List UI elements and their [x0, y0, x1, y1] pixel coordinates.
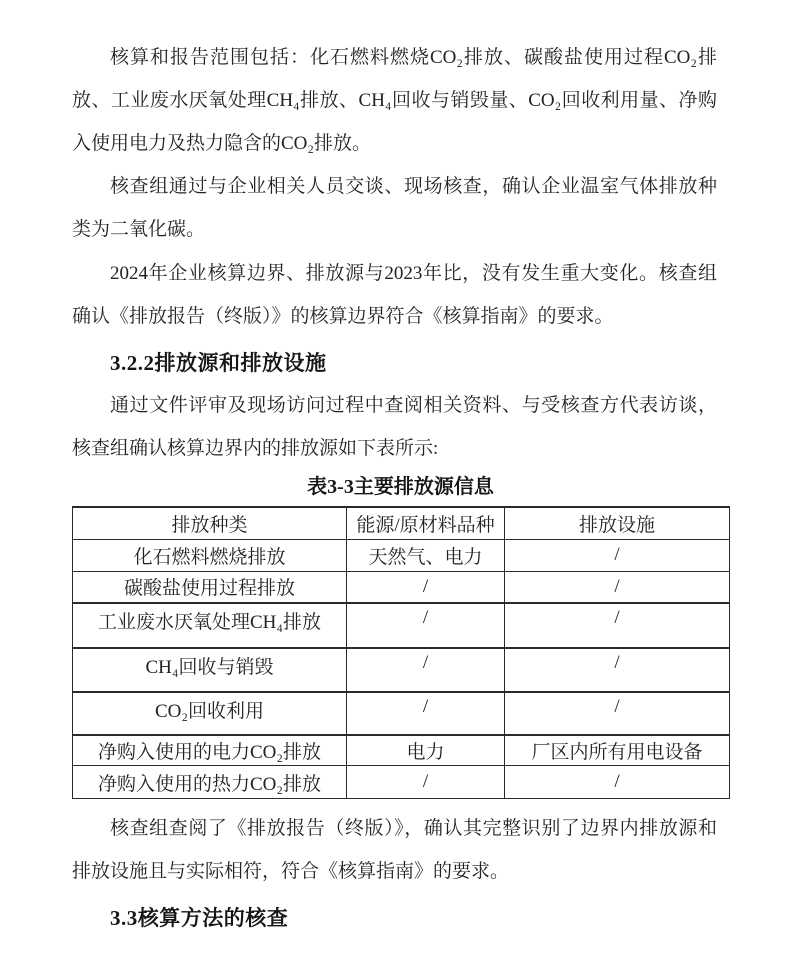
- paragraph-boundary-change: 2024年企业核算边界、排放源与2023年比，没有发生重大变化。核查组确认《排放报告（终版）》的核算边界符合《核算指南》的要求。: [72, 263, 717, 327]
- table-header-cell: 排放设施: [505, 507, 730, 539]
- table-cell: /: [347, 571, 505, 603]
- table-row: [73, 539, 730, 571]
- paragraph-accounting-scope: 核算和报告范围包括：化石燃料燃烧CO₂排放、碳酸盐使用过程CO₂排放、工业废水厌氧处理CH₄排放、CH₄回收与销毁量、CO₂回收利用量、净购入使用电力及热力隐含的CO₂排放。: [72, 47, 717, 154]
- emission-sources-table: [72, 506, 730, 799]
- table-cell: /: [505, 571, 730, 603]
- table-cell: 净购入使用的热力CO₂排放: [73, 766, 347, 799]
- table-cell: /: [347, 648, 505, 692]
- table-cell: 净购入使用的电力CO₂排放: [73, 735, 347, 766]
- table-caption: 表3-3主要排放源信息: [307, 476, 494, 498]
- table-cell: /: [347, 766, 505, 799]
- table-header-row: [73, 507, 730, 539]
- table-row: [73, 571, 730, 603]
- table-row: [73, 603, 730, 648]
- paragraph-ghg-type: 核查组通过与企业相关人员交谈、现场核查，确认企业温室气体排放种类为二氧化碳。: [72, 176, 717, 240]
- table-cell: /: [505, 692, 730, 735]
- table-cell: /: [347, 603, 505, 648]
- table-row: [73, 648, 730, 692]
- table-cell: /: [505, 603, 730, 648]
- table-cell: 化石燃料燃烧排放: [73, 539, 347, 571]
- table-cell: 工业废水厌氧处理CH₄排放: [73, 603, 347, 648]
- paragraph-review-process: 通过文件评审及现场访问过程中查阅相关资料、与受核查方代表访谈，核查组确认核算边界内的排放源如下表所示:: [72, 395, 717, 459]
- section-heading-3-2-2: 3.2.2排放源和排放设施: [110, 351, 327, 375]
- table-header-cell: 能源/原材料品种: [347, 507, 505, 539]
- table-cell: 电力: [347, 735, 505, 766]
- table-cell: /: [347, 692, 505, 735]
- table-cell: /: [505, 648, 730, 692]
- table-cell: 天然气、电力: [347, 539, 505, 571]
- table-cell: /: [505, 539, 730, 571]
- table-row: [73, 735, 730, 766]
- table-cell: 碳酸盐使用过程排放: [73, 571, 347, 603]
- table-header-cell: 排放种类: [73, 507, 347, 539]
- table-row: [73, 692, 730, 735]
- table-cell: 厂区内所有用电设备: [505, 735, 730, 766]
- section-heading-3-3: 3.3核算方法的核查: [110, 906, 289, 930]
- table-cell: CO₂回收利用: [73, 692, 347, 735]
- table-row: [73, 766, 730, 799]
- paragraph-table-review: 核查组查阅了《排放报告（终版）》，确认其完整识别了边界内排放源和排放设施且与实际相符，符合《核算指南》的要求。: [72, 818, 717, 882]
- table-cell: CH₄回收与销毁: [73, 648, 347, 692]
- table-cell: /: [505, 766, 730, 799]
